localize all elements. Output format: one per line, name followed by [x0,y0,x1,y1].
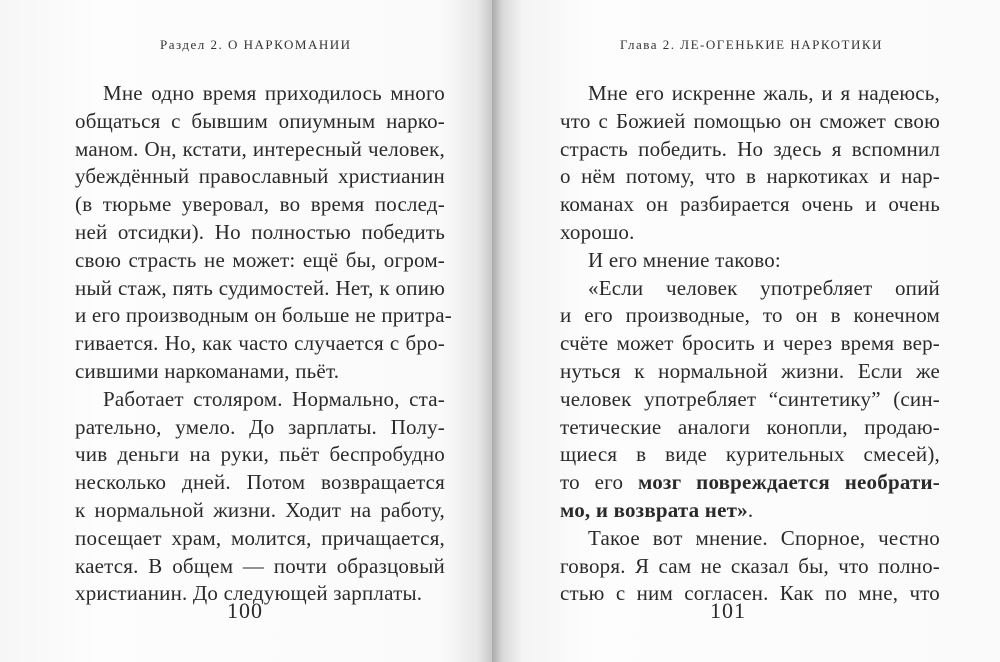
text-segment: говоря. Я сам не сказал бы, что полно- [560,553,940,578]
text-line [560,191,940,219]
text-line [560,302,940,330]
text-line [75,553,445,581]
text-segment: страсть победить. Но здесь я вспомнил [560,136,940,161]
text-line [560,441,940,469]
left-page [0,0,492,662]
running-header: Раздел 2. О НАРКОМАНИИ [160,37,352,52]
text-segment: ный стаж, пять судимостей. Нет, к опию [75,275,445,300]
text-line [560,80,940,108]
text-segment: и его производные, то он в конечном [560,303,940,328]
text-line [560,330,940,358]
text-segment: Работает столяром. Нормально, ста- [103,386,445,411]
text-segment: хорошо. [560,219,635,244]
text-line [560,163,940,191]
text-line [75,80,445,108]
text-segment: то его [560,470,638,495]
text-segment: Мне одно время приходилось много [103,81,445,105]
text-segment: Такое вот мнение. Спорное, честно [588,525,940,550]
page-number: 101 [710,598,746,623]
text-line [75,136,445,164]
right-page [492,0,1000,662]
text-line [560,553,940,581]
text-segment: счёте может бросить и через время вер- [560,331,940,356]
text-line [75,219,445,247]
text-segment: стью с ним согласен. Как по мне, что [560,581,940,606]
text-segment: несколько дней. Потом возвращается [75,470,445,495]
text-line [75,302,452,330]
text-line [75,275,445,303]
text-line [75,330,445,358]
text-line [560,386,940,414]
text-line [75,163,445,191]
text-segment: нуться к нормальной жизни. Если же [560,358,940,383]
text-segment: что с Божией помощью он сможет свою [560,108,940,133]
text-segment: маном. Он, кстати, интересный человек, [75,136,445,161]
text-line [75,108,445,136]
text-line [560,358,940,386]
text-segment: общаться с бывшим опиумным нарко- [75,108,445,133]
text-line [75,191,445,219]
text-segment: тетические аналоги конопли, продаю- [560,414,940,439]
text-segment: к нормальной жизни. Ходит на работу, [75,497,445,522]
text-segment: свою страсть не может: ещё бы, огром- [75,247,445,272]
text-line [560,469,940,497]
text-segment: . [747,497,754,522]
text-segment: команах он разбирается очень и очень [560,192,940,217]
text-segment: посещает храм, молится, причащается, [75,525,445,550]
text-line [75,358,445,386]
body-text [560,80,940,608]
text-line [560,414,940,442]
text-line [75,414,445,442]
text-segment: о нём потому, что в наркотиках и нар- [560,164,940,189]
text-line [560,275,940,303]
text-line [75,469,445,497]
bold-text: мозг повреждается необрати- [638,470,940,495]
text-line [560,108,940,136]
text-line [560,580,940,608]
page-number: 100 [227,598,263,623]
text-segment: рательно, умело. До зарплаты. Полу- [75,414,445,439]
text-segment: кается. В общем — почти образцовый [75,553,445,578]
text-segment: щиеся в виде курительных смесей), [560,442,940,467]
text-segment: (в тюрьме уверовал, во время послед- [75,192,445,217]
text-line [75,497,445,525]
text-segment: Мне его искренне жаль, и я надеюсь, [588,81,940,105]
text-segment: «Если человек употребляет опий [588,275,940,300]
text-line [75,525,445,553]
bold-text: мо, и возврата нет» [560,497,748,522]
running-header: Глава 2. ЛЕ-ОГЕНЬКИЕ НАРКОТИКИ [620,37,883,52]
text-segment: сившими наркоманами, пьёт. [75,358,340,383]
text-line [75,247,445,275]
text-line [75,386,445,414]
text-segment: ней отсидки). Но полностью победить [75,219,445,244]
text-segment: человек употребляет “синтетику” (син- [560,386,940,411]
text-line [560,136,940,164]
text-segment: И его мнение таково: [588,247,781,272]
text-line [75,441,445,469]
body-text [75,80,452,608]
text-segment: и его производным он больше не притра- [75,303,452,328]
text-line [560,219,940,247]
text-segment: христианин. До следующей зарплаты. [75,581,423,606]
text-line [560,525,940,553]
text-segment: гивается. Но, как часто случается с бро- [75,331,445,356]
text-line [560,247,940,275]
text-segment: чив деньги на руки, пьёт беспробудно [75,442,445,467]
text-segment: убеждённый православный христианин [75,164,445,189]
text-line [560,497,940,525]
